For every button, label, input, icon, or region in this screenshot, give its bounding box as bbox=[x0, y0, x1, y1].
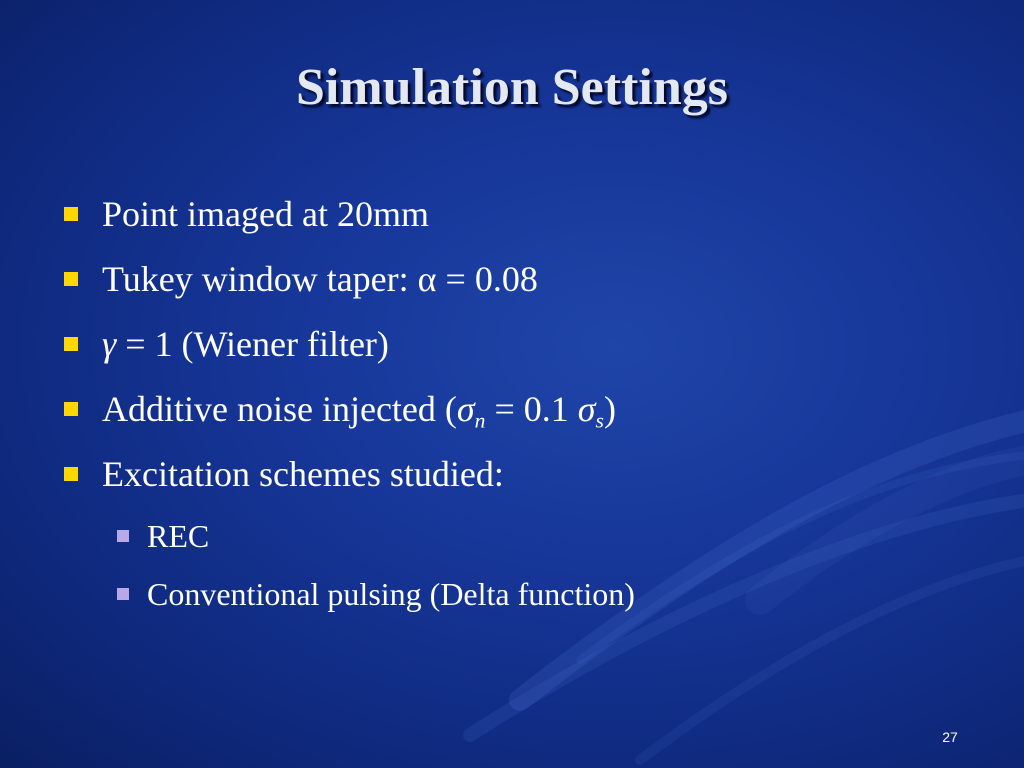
bullet-text: Excitation schemes studied: bbox=[102, 454, 504, 494]
sigma-n-symbol: σ bbox=[456, 389, 475, 429]
square-bullet-icon bbox=[64, 467, 78, 481]
bullet-item bbox=[62, 322, 962, 387]
bullet-item bbox=[62, 452, 962, 517]
bullet-text: = 1 (Wiener filter) bbox=[116, 324, 389, 364]
sub-bullet-text: Conventional pulsing (Delta function) bbox=[147, 576, 635, 612]
sigma-s-subscript: s bbox=[595, 408, 604, 433]
square-bullet-icon bbox=[64, 337, 78, 351]
sigma-s-symbol: σ bbox=[577, 389, 596, 429]
square-sub-bullet-icon bbox=[117, 530, 129, 542]
square-bullet-icon bbox=[64, 272, 78, 286]
bullet-item bbox=[62, 387, 962, 452]
square-bullet-icon bbox=[64, 402, 78, 416]
square-sub-bullet-icon bbox=[117, 588, 129, 600]
bullet-text-post: ) bbox=[603, 389, 616, 429]
bullet-item bbox=[62, 192, 962, 257]
slide-title: Simulation Settings bbox=[296, 59, 728, 116]
sub-bullet-item bbox=[115, 574, 915, 632]
bullet-text-mid: = 0.1 bbox=[485, 389, 578, 429]
bullet-list bbox=[62, 192, 962, 517]
page-number: 27 bbox=[942, 729, 958, 745]
bullet-text: Additive noise injected ( bbox=[102, 389, 457, 429]
bullet-text: Tukey window taper: α = 0.08 bbox=[102, 259, 538, 299]
bullet-item bbox=[62, 257, 962, 322]
square-bullet-icon bbox=[64, 207, 78, 221]
bullet-text: Point imaged at 20mm bbox=[102, 194, 429, 234]
sub-bullet-text: REC bbox=[147, 518, 210, 554]
gamma-symbol: γ bbox=[102, 324, 117, 364]
sigma-n-subscript: n bbox=[474, 408, 486, 433]
sub-bullet-list bbox=[115, 516, 915, 632]
sub-bullet-item bbox=[115, 516, 915, 574]
